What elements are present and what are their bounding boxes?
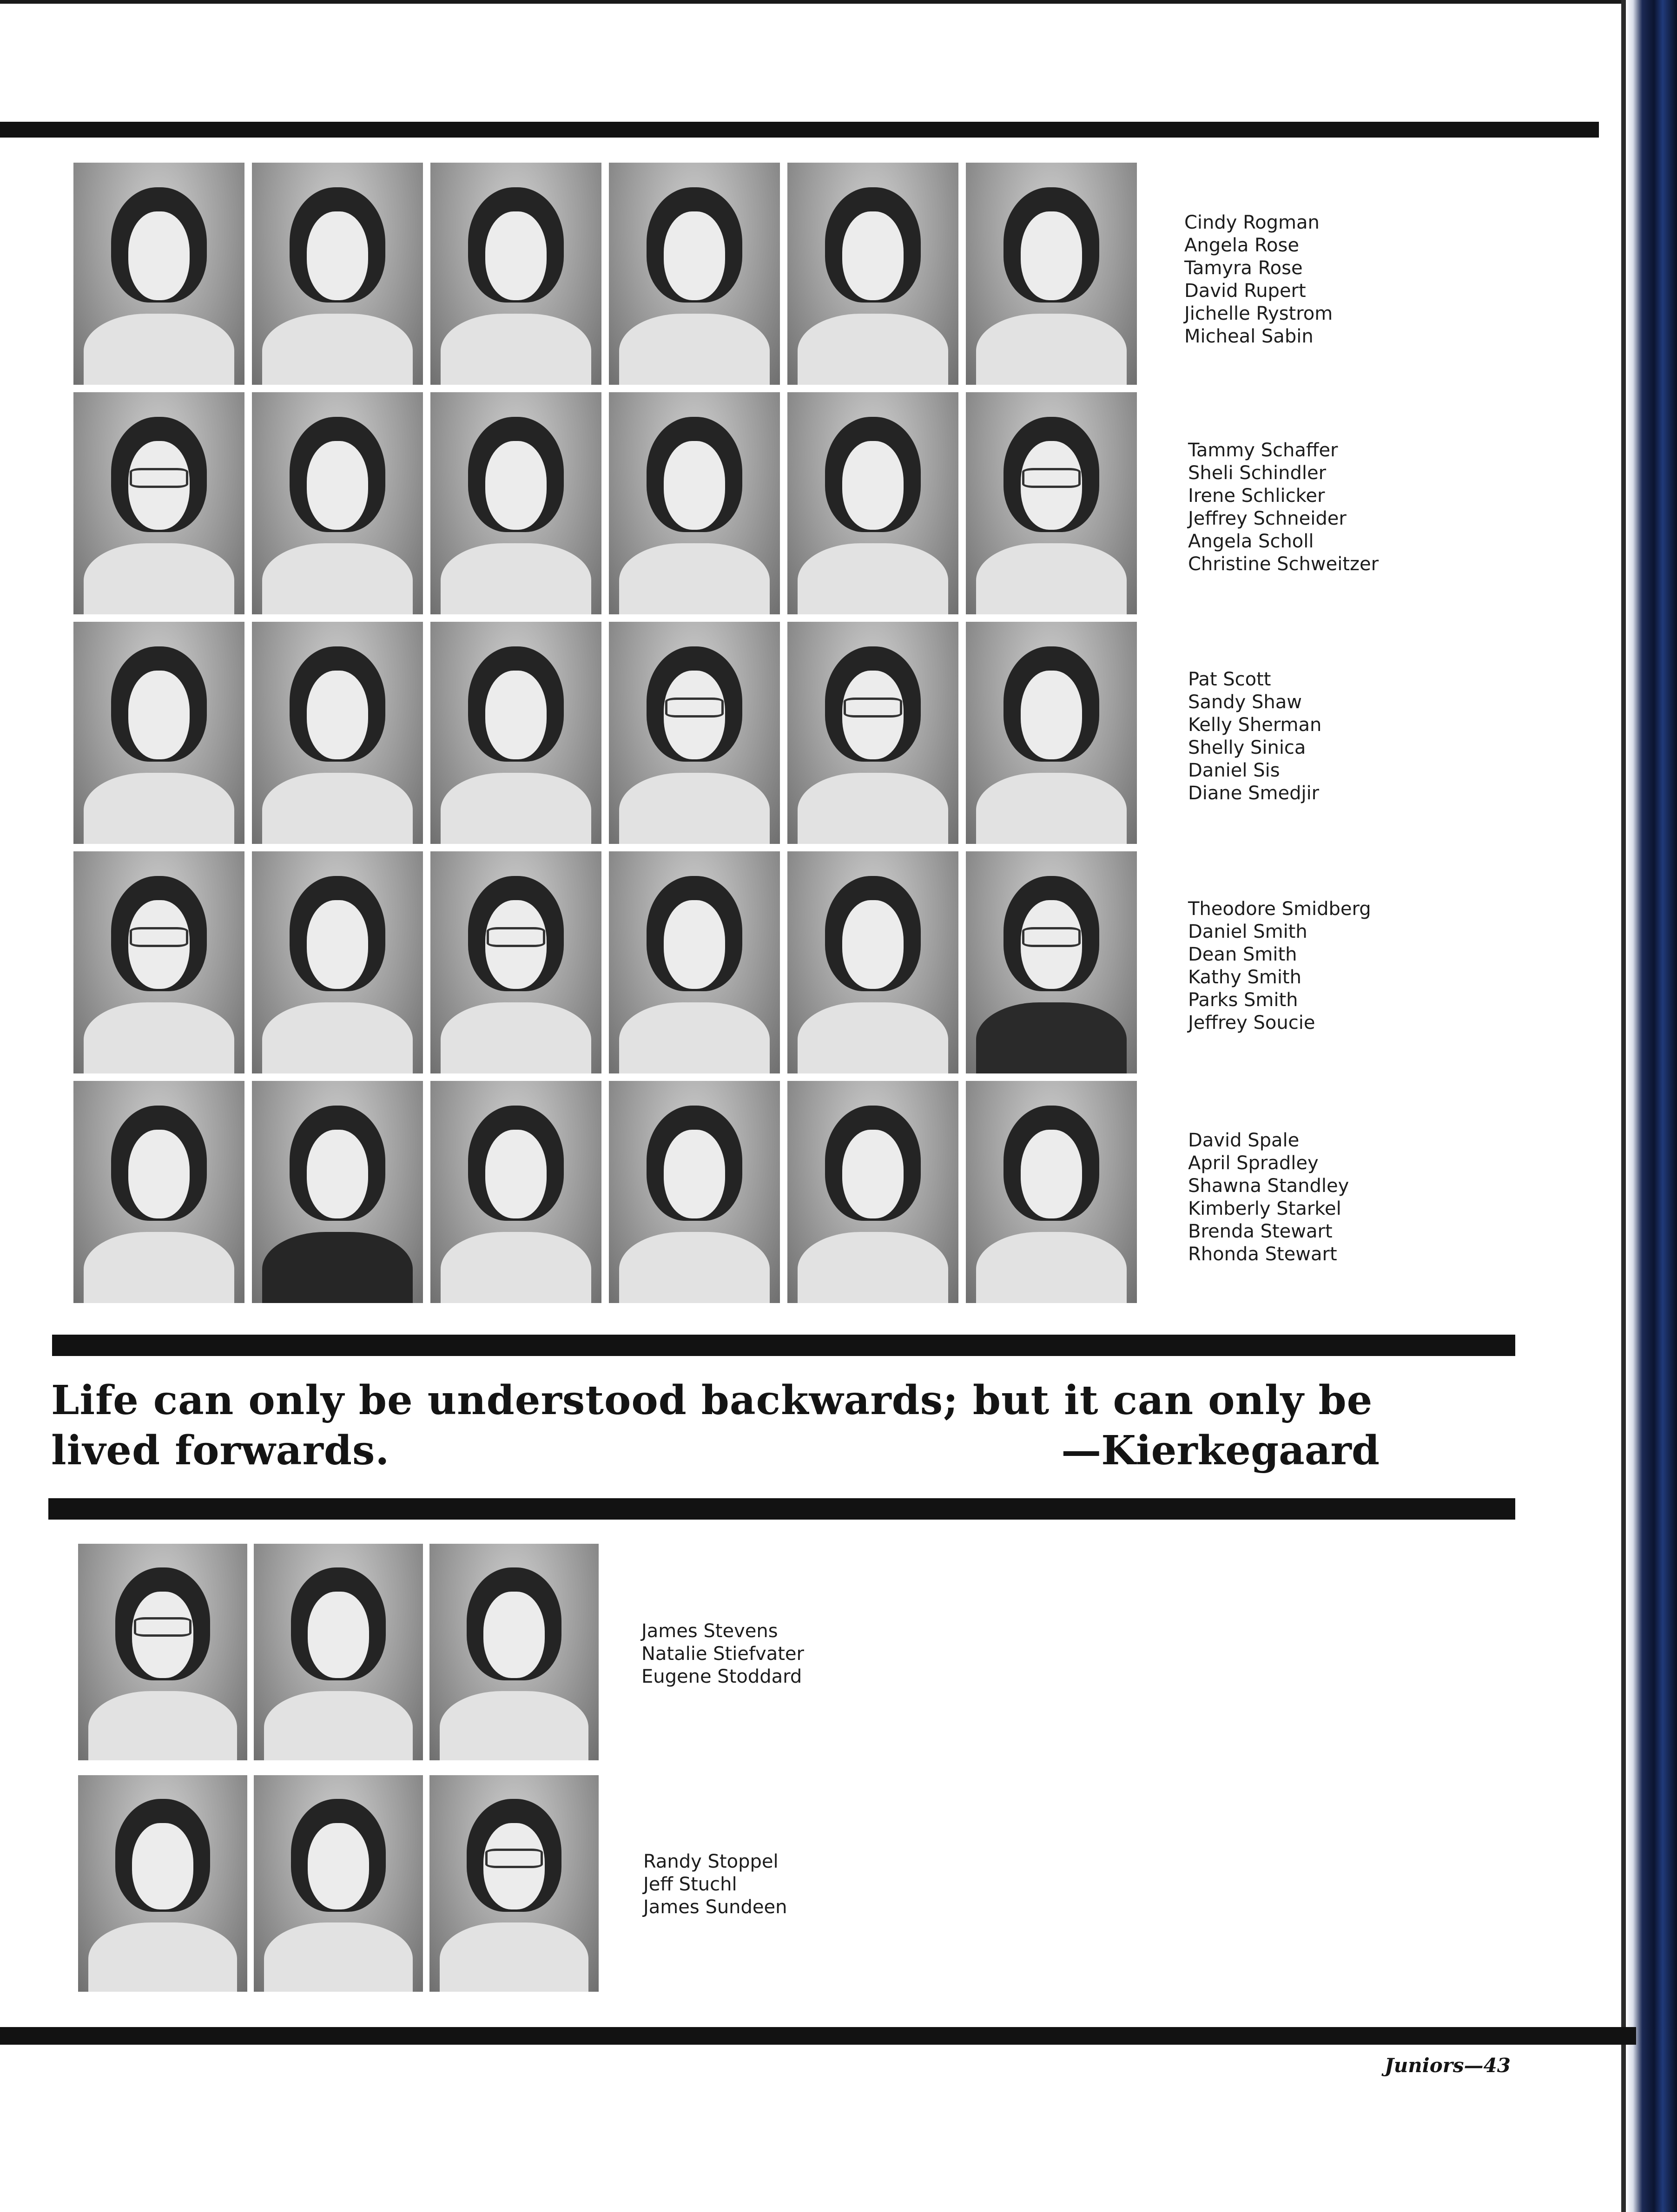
name-list-row-1: [1184, 211, 1333, 348]
book-spine: [1626, 0, 1677, 2212]
portrait-jeff-stuchl: [254, 1775, 423, 1992]
portrait-sandy-shaw: [252, 622, 423, 844]
portrait-christine-schweitzer: [966, 392, 1137, 614]
name-label: Tamyra Rose: [1184, 257, 1303, 279]
page-top-edge: [0, 0, 1641, 4]
name-label: Kelly Sherman: [1188, 714, 1322, 736]
name-label: David Rupert: [1184, 280, 1306, 302]
portrait-micheal-sabin: [966, 163, 1137, 385]
photo-grid-upper: [73, 163, 1137, 1303]
portrait-dean-smith: [430, 851, 601, 1073]
binding-edge: [1621, 0, 1626, 2212]
name-list-row-4: [1188, 898, 1371, 1034]
portrait-james-sundeen: [429, 1775, 599, 1992]
portrait-kathy-smith: [609, 851, 780, 1073]
portrait-angela-rose: [252, 163, 423, 385]
name-label: Jeffrey Soucie: [1188, 1012, 1315, 1034]
name-label: David Spale: [1188, 1130, 1300, 1151]
quote-rule-bottom: [48, 1498, 1515, 1520]
name-label: James Stevens: [641, 1620, 778, 1642]
bottom-rule: [0, 2027, 1636, 2045]
portrait-cindy-rogman: [73, 163, 244, 385]
portrait-parks-smith: [787, 851, 958, 1073]
name-label: Irene Schlicker: [1188, 485, 1325, 507]
portrait-james-stevens: [78, 1544, 247, 1760]
name-label: April Spradley: [1188, 1152, 1319, 1174]
quote-author: —Kierkegaard: [1061, 1427, 1380, 1474]
name-label: Jichelle Rystrom: [1184, 303, 1333, 324]
name-label: Eugene Stoddard: [641, 1666, 802, 1687]
name-label: Kathy Smith: [1188, 967, 1301, 988]
name-label: Cindy Rogman: [1184, 212, 1320, 233]
name-list-row-3: [1188, 668, 1321, 805]
portrait-david-rupert: [609, 163, 780, 385]
name-label: Randy Stoppel: [643, 1851, 779, 1872]
portrait-angela-scholl: [787, 392, 958, 614]
portrait-rhonda-stewart: [966, 1081, 1137, 1303]
name-list-row-6: [641, 1620, 804, 1688]
name-label: Shawna Standley: [1188, 1175, 1349, 1197]
name-label: Pat Scott: [1188, 669, 1271, 690]
portrait-april-spradley: [252, 1081, 423, 1303]
portrait-diane-smedjir: [966, 622, 1137, 844]
name-label: Jeff Stuchl: [643, 1874, 737, 1895]
name-list-row-7: [643, 1850, 787, 1919]
portrait-theodore-smidberg: [73, 851, 244, 1073]
name-label: Diane Smedjir: [1188, 783, 1320, 804]
name-label: Sandy Shaw: [1188, 691, 1302, 713]
name-list-row-5: [1188, 1129, 1349, 1266]
name-label: Kimberly Starkel: [1188, 1198, 1341, 1219]
portrait-jeffrey-soucie: [966, 851, 1137, 1073]
top-rule: [0, 122, 1599, 138]
portrait-natalie-stiefvater: [254, 1544, 423, 1760]
portrait-kimberly-starkel: [609, 1081, 780, 1303]
name-label: Daniel Smith: [1188, 921, 1307, 942]
photo-grid-lower: [78, 1544, 599, 1992]
portrait-shelly-sinica: [609, 622, 780, 844]
name-label: Dean Smith: [1188, 944, 1297, 965]
name-label: Rhonda Stewart: [1188, 1244, 1337, 1265]
name-label: Natalie Stiefvater: [641, 1643, 804, 1665]
name-label: Jeffrey Schneider: [1188, 508, 1347, 529]
name-label: Brenda Stewart: [1188, 1221, 1333, 1242]
name-label: Tammy Schaffer: [1188, 440, 1338, 461]
name-label: Sheli Schindler: [1188, 462, 1327, 484]
quote-text: Life can only be understood backwards; but it can only be lived forwards.: [51, 1377, 1373, 1474]
portrait-tammy-schaffer: [73, 392, 244, 614]
portrait-jeffrey-schneider: [609, 392, 780, 614]
portrait-shawna-standley: [430, 1081, 601, 1303]
name-label: James Sundeen: [643, 1896, 787, 1918]
portrait-pat-scott: [73, 622, 244, 844]
portrait-tamyra-rose: [430, 163, 601, 385]
name-label: Angela Rose: [1184, 235, 1299, 256]
name-label: Angela Scholl: [1188, 531, 1314, 552]
portrait-daniel-smith: [252, 851, 423, 1073]
portrait-brenda-stewart: [787, 1081, 958, 1303]
name-label: Theodore Smidberg: [1188, 898, 1371, 920]
name-label: Parks Smith: [1188, 989, 1298, 1011]
portrait-jichelle-rystrom: [787, 163, 958, 385]
name-label: Shelly Sinica: [1188, 737, 1306, 758]
portrait-eugene-stoddard: [429, 1544, 599, 1760]
portrait-david-spale: [73, 1081, 244, 1303]
portrait-irene-schlicker: [430, 392, 601, 614]
portrait-kelly-sherman: [430, 622, 601, 844]
portrait-sheli-schindler: [252, 392, 423, 614]
page-folio: Juniors—43: [1384, 2054, 1511, 2077]
portrait-randy-stoppel: [78, 1775, 247, 1992]
name-label: Daniel Sis: [1188, 760, 1280, 781]
name-label: Micheal Sabin: [1184, 326, 1314, 347]
portrait-daniel-sis: [787, 622, 958, 844]
quote-rule-top: [52, 1335, 1515, 1356]
name-list-row-2: [1188, 439, 1379, 576]
name-label: Christine Schweitzer: [1188, 553, 1379, 575]
